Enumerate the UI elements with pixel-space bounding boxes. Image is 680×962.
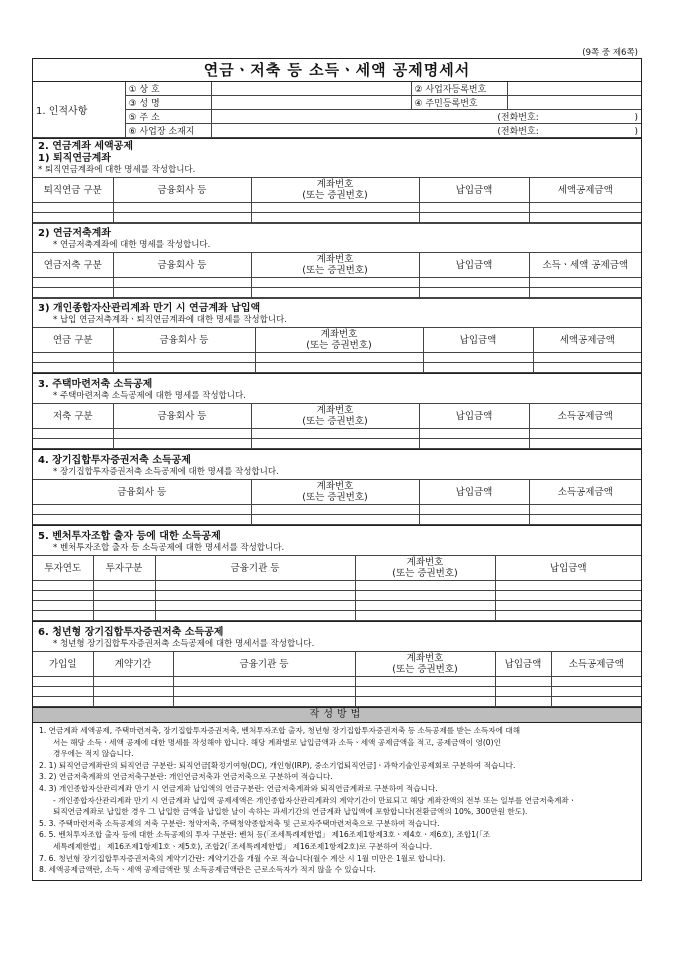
deduction-form: [32, 58, 642, 881]
cell[interactable]: [355, 591, 495, 601]
instruction-line: 퇴직연금계좌로 납입한 경우 그 납입한 금액을 납입한 날이 속하는 과세기간의 연금계좌 납입액에 포함합니다(전환금액의 10%, 300만원 한도).: [53, 807, 528, 817]
cell[interactable]: [533, 353, 641, 363]
form-title: 연금ㆍ저축 등 소득ㆍ세액 공제명세서: [33, 59, 641, 82]
cell[interactable]: [495, 687, 551, 697]
cell[interactable]: [33, 677, 93, 687]
cell[interactable]: [423, 363, 533, 373]
cell[interactable]: [93, 697, 173, 707]
col-header: 납입금액: [495, 652, 551, 677]
pension-savings-note: * 연금저축계좌에 대한 명세를 작성합니다.: [53, 240, 211, 250]
cell[interactable]: [255, 363, 423, 373]
cell[interactable]: [33, 581, 93, 591]
workplace-label: ⑥ 사업장 소재지: [125, 124, 211, 138]
housing-savings-heading: 3. 주택마련저축 소득공제: [38, 379, 153, 390]
cell[interactable]: [419, 439, 529, 449]
retirement-pension-note: * 퇴직연금계좌에 대한 명세를 작성합니다.: [38, 165, 196, 175]
cell[interactable]: [423, 353, 533, 363]
cell[interactable]: [533, 363, 641, 373]
col-header: 투자구분: [93, 556, 155, 581]
pension-savings-table: [33, 252, 641, 298]
cell[interactable]: [529, 203, 641, 213]
cell[interactable]: [251, 429, 419, 439]
name-field[interactable]: [211, 96, 411, 110]
cell[interactable]: [33, 439, 113, 449]
cell[interactable]: [173, 677, 355, 687]
instruction-line: 4. 3) 개인종합자산관리계좌 만기 시 연금계좌 납입액의 연금구분란: 연금저축계좌와 퇴직연금계좌로 구분하여 적습니다.: [39, 783, 438, 793]
venture-heading: 5. 벤처투자조합 출자 등에 대한 소득공제: [38, 531, 221, 542]
col-header: 계좌번호 (또는 증권번호): [251, 253, 419, 278]
venture-section: [33, 525, 641, 621]
personal-info-label: 1. 인적사항: [33, 82, 125, 138]
cell[interactable]: [419, 429, 529, 439]
instructions-heading: 작성방법: [33, 707, 641, 723]
cell[interactable]: [113, 288, 251, 298]
business-no-field[interactable]: [507, 82, 641, 96]
cell[interactable]: [419, 505, 529, 515]
col-header: 금융회사 등: [113, 178, 251, 203]
col-header: 금융회사 등: [113, 253, 251, 278]
personal-info-table: [33, 82, 641, 138]
instruction-line: 7. 6. 청년형 장기집합투자증권저축의 계약기간란: 계약기간을 개월 수로 적습니다(월수 계산 시 1월 미만은 1월로 합니다).: [39, 853, 446, 863]
cell[interactable]: [113, 439, 251, 449]
cell[interactable]: [113, 203, 251, 213]
col-header: 계좌번호 (또는 증권번호): [251, 480, 419, 505]
cell[interactable]: [355, 611, 495, 621]
isa-transfer-note: * 납입 연금저축계좌ㆍ퇴직연금계좌에 대한 명세를 작성합니다.: [53, 315, 287, 325]
cell[interactable]: [495, 677, 551, 687]
cell[interactable]: [93, 611, 155, 621]
col-header: 연금저축 구분: [33, 253, 113, 278]
address-phone-label: (전화번호:: [497, 113, 539, 123]
col-header: 납입금액: [419, 178, 529, 203]
cell[interactable]: [113, 213, 251, 223]
cell[interactable]: [251, 515, 419, 525]
cell[interactable]: [33, 353, 113, 363]
cell[interactable]: [33, 591, 93, 601]
cell[interactable]: [93, 687, 173, 697]
cell[interactable]: [251, 203, 419, 213]
cell[interactable]: [529, 278, 641, 288]
col-header: 소득공제금액: [529, 480, 641, 505]
isa-transfer-table: [33, 327, 641, 373]
company-name-field[interactable]: [211, 82, 411, 96]
cell[interactable]: [551, 687, 641, 697]
long-term-fund-section: [33, 449, 641, 525]
instruction-line: 6. 5. 벤처투자조합 출자 등에 대한 소득공제의 투자 구분란: 벤처 등(「조세특례제한법」 제16조제1항제3호ㆍ제4호ㆍ제6호), 조합1(「조: [39, 830, 491, 840]
resident-no-field[interactable]: [507, 96, 641, 110]
workplace-field[interactable]: [211, 124, 641, 138]
col-header: 소득ㆍ세액 공제금액: [529, 253, 641, 278]
cell[interactable]: [33, 429, 113, 439]
cell[interactable]: [33, 213, 113, 223]
long-term-fund-table: [33, 479, 641, 525]
instruction-line: 5. 3. 주택마련저축 소득공제의 저축 구분란: 청약저축, 주택청약종합저축 및 근로자주택마련저축으로 구분하여 적습니다.: [39, 818, 440, 828]
col-header: 금융기관 등: [155, 556, 355, 581]
housing-savings-section: [33, 373, 641, 449]
instructions: [33, 723, 641, 880]
col-header: 금융회사 등: [33, 480, 251, 505]
col-header: 계좌번호 (또는 증권번호): [255, 328, 423, 353]
cell[interactable]: [495, 591, 641, 601]
col-header: 투자연도: [33, 556, 93, 581]
instruction-line: 1. 연금계좌 세액공제, 주택마련저축, 장기집합투자증권저축, 벤처투자조합 출자, 청년형 장기집합투자증권저축 등 소득공제를 받는 소득자에 대해: [39, 726, 521, 735]
cell[interactable]: [529, 213, 641, 223]
cell[interactable]: [419, 203, 529, 213]
col-header: 계좌번호 (또는 증권번호): [355, 556, 495, 581]
cell[interactable]: [251, 439, 419, 449]
cell[interactable]: [33, 278, 113, 288]
cell[interactable]: [529, 439, 641, 449]
col-header: 소득공제금액: [551, 652, 641, 677]
cell[interactable]: [551, 677, 641, 687]
cell[interactable]: [173, 687, 355, 697]
workplace-phone-close: ): [634, 127, 638, 137]
venture-table: [33, 555, 641, 621]
cell[interactable]: [355, 697, 495, 707]
cell[interactable]: [495, 611, 641, 621]
col-header: 퇴직연금 구분: [33, 178, 113, 203]
cell[interactable]: [93, 581, 155, 591]
cell[interactable]: [419, 278, 529, 288]
cell[interactable]: [355, 601, 495, 611]
cell[interactable]: [93, 677, 173, 687]
instruction-line: 세특례제한법」 제16조제1항제1호ㆍ제5호), 조합2(「조세특례제한법」 제16조제1항제2호)로 구분하여 적습니다.: [53, 841, 433, 851]
cell[interactable]: [419, 213, 529, 223]
youth-fund-table: [33, 651, 641, 707]
housing-savings-table: [33, 403, 641, 449]
instruction-line: 3. 2) 연금저축계좌의 연금저축구분란: 개인연금저축과 연금저축으로 구분하여 적습니다.: [39, 772, 333, 782]
address-phone-close: ): [634, 113, 638, 123]
workplace-phone-label: (전화번호:: [497, 127, 539, 137]
cell[interactable]: [113, 363, 255, 373]
youth-fund-section: [33, 621, 641, 707]
col-header: 계좌번호 (또는 증권번호): [251, 404, 419, 429]
col-header: 연금 구분: [33, 328, 113, 353]
instruction-line: - 개인종합자산관리계좌 만기 시 연금계좌 납입액 공제세액은 개인종합자산관리계좌의 계약기간이 만료되고 해당 계좌잔액의 전부 또는 일부를 연금저축계좌ㆍ: [53, 795, 577, 805]
col-header: 세액공제금액: [529, 178, 641, 203]
cell[interactable]: [529, 515, 641, 525]
cell[interactable]: [173, 697, 355, 707]
cell[interactable]: [551, 697, 641, 707]
col-header: 계좌번호 (또는 증권번호): [251, 178, 419, 203]
cell[interactable]: [33, 611, 93, 621]
instruction-line: 2. 1) 퇴직연금계좌란의 퇴직연금 구분란: 퇴직연금[확정기여형(DC), 개인형(IRP), 중소기업퇴직연금]ㆍ과학기술인공제회로 구분하여 적습니다.: [39, 760, 516, 770]
instruction-line: 경우에는 적지 않습니다.: [53, 749, 134, 759]
cell[interactable]: [251, 278, 419, 288]
cell[interactable]: [33, 363, 113, 373]
address-field[interactable]: [211, 110, 641, 124]
retirement-pension-title: 1) 퇴직연금계좌: [38, 153, 111, 164]
cell[interactable]: [33, 505, 251, 515]
long-term-fund-note: * 장기집합투자증권저축 소득공제에 대한 명세를 작성합니다.: [53, 467, 279, 477]
col-header: 금융기관 등: [173, 652, 355, 677]
youth-fund-heading: 6. 청년형 장기집합투자증권저축 소득공제: [38, 627, 224, 638]
instruction-line: 서는 해당 소득ㆍ세액 공제에 대한 명세를 작성해야 합니다. 해당 계좌별로 납입금액과 소득ㆍ세액 공제금액을 적고, 공제금액이 영(0)인: [53, 737, 501, 747]
col-header: 소득공제금액: [529, 404, 641, 429]
cell[interactable]: [355, 581, 495, 591]
cell[interactable]: [33, 288, 113, 298]
retirement-pension-table: [33, 177, 641, 223]
page-number: (9쪽 중 제6쪽): [582, 48, 638, 58]
cell[interactable]: [419, 515, 529, 525]
cell[interactable]: [529, 429, 641, 439]
col-header: 납입금액: [419, 253, 529, 278]
cell[interactable]: [93, 601, 155, 611]
cell[interactable]: [251, 505, 419, 515]
col-header: 납입금액: [419, 404, 529, 429]
cell[interactable]: [33, 601, 93, 611]
venture-note: * 벤처투자조합 출자 등 소득공제에 대한 명세서를 작성합니다.: [53, 543, 285, 553]
cell[interactable]: [93, 591, 155, 601]
cell[interactable]: [155, 611, 355, 621]
instruction-line: 8. 세액공제금액란, 소득ㆍ세액 공제금액란 및 소득공제금액란은 근로소득자가 적지 않을 수 있습니다.: [39, 865, 376, 875]
long-term-fund-heading: 4. 장기집합투자증권저축 소득공제: [38, 455, 191, 466]
cell[interactable]: [419, 288, 529, 298]
cell[interactable]: [113, 278, 251, 288]
company-name-label: ① 상 호: [125, 82, 211, 96]
cell[interactable]: [251, 288, 419, 298]
pension-section-heading: 2. 연금계좌 세액공제: [38, 141, 133, 152]
cell[interactable]: [495, 581, 641, 591]
cell[interactable]: [155, 591, 355, 601]
col-header: 계좌번호 (또는 증권번호): [355, 652, 495, 677]
cell[interactable]: [33, 687, 93, 697]
col-header: 계약기간: [93, 652, 173, 677]
col-header: 세액공제금액: [533, 328, 641, 353]
cell[interactable]: [355, 677, 495, 687]
cell[interactable]: [33, 697, 93, 707]
pension-section: [33, 138, 641, 373]
housing-savings-note: * 주택마련저축 소득공제에 대한 명세를 작성합니다.: [53, 391, 246, 401]
isa-transfer-title: 3) 개인종합자산관리계좌 만기 시 연금계좌 납입액: [33, 298, 641, 315]
resident-no-label: ④ 주민등록번호: [411, 96, 507, 110]
col-header: 납입금액: [495, 556, 641, 581]
col-header: 저축 구분: [33, 404, 113, 429]
cell[interactable]: [251, 213, 419, 223]
address-label: ⑤ 주 소: [125, 110, 211, 124]
cell[interactable]: [495, 601, 641, 611]
name-label: ③ 성 명: [125, 96, 211, 110]
cell[interactable]: [355, 687, 495, 697]
col-header: 금융회사 등: [113, 404, 251, 429]
col-header: 가입일: [33, 652, 93, 677]
cell[interactable]: [155, 601, 355, 611]
cell[interactable]: [255, 353, 423, 363]
cell[interactable]: [113, 353, 255, 363]
cell[interactable]: [113, 429, 251, 439]
col-header: 납입금액: [423, 328, 533, 353]
cell[interactable]: [155, 581, 355, 591]
youth-fund-note: * 청년형 장기집합투자증권저축 소득공제에 대한 명세서를 작성합니다.: [53, 639, 315, 649]
business-no-label: ② 사업자등록번호: [411, 82, 507, 96]
cell[interactable]: [33, 203, 113, 213]
cell[interactable]: [33, 515, 251, 525]
cell[interactable]: [529, 288, 641, 298]
col-header: 납입금액: [419, 480, 529, 505]
col-header: 금융회사 등: [113, 328, 255, 353]
cell[interactable]: [495, 697, 551, 707]
cell[interactable]: [529, 505, 641, 515]
pension-savings-title: 2) 연금저축계좌: [33, 223, 641, 240]
